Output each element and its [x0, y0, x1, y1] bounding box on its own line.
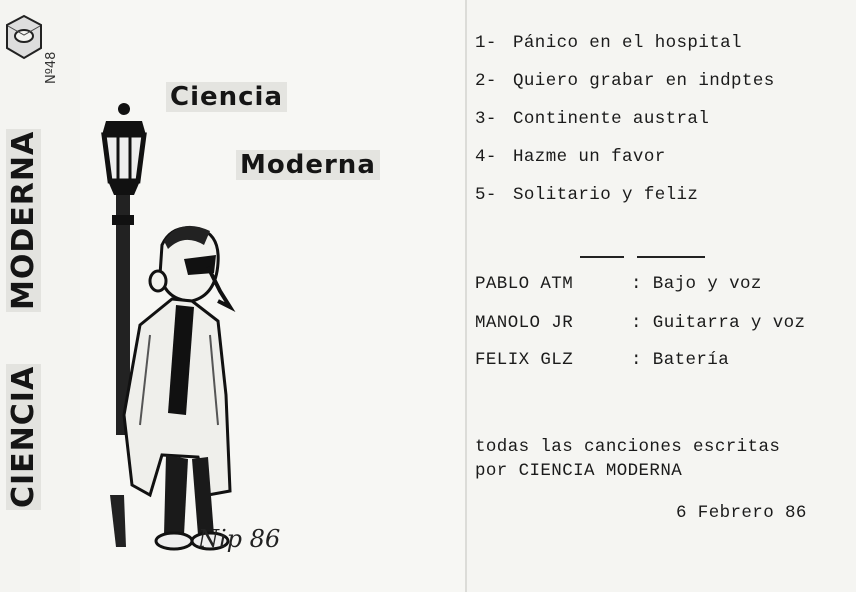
streetlamp-man-illustration — [80, 95, 280, 565]
separator-line-1 — [580, 256, 624, 258]
track-5: 5- Solitario y feliz — [475, 185, 699, 205]
credit-2: MANOLO JR : Guitarra y voz — [475, 313, 806, 333]
separator-line-2 — [637, 256, 705, 258]
cover-title-ciencia: Ciencia — [166, 82, 287, 112]
track-3: 3- Continente austral — [475, 109, 710, 129]
track-4: 4- Hazme un favor — [475, 147, 666, 167]
credit-1: PABLO ATM : Bajo y voz — [475, 274, 762, 294]
credit-3: FELIX GLZ : Batería — [475, 350, 730, 370]
songwriting-note-line-1: todas las canciones escritas — [475, 437, 781, 457]
track-2: 2- Quiero grabar en indptes — [475, 71, 775, 91]
cassette-spine: Nº48 MODERNA CIENCIA — [0, 0, 81, 592]
artist-signature: Nip 86 — [198, 525, 281, 553]
spine-band-word-moderna: MODERNA — [6, 130, 41, 310]
front-cover — [80, 0, 465, 592]
spine-band-word-ciencia: CIENCIA — [6, 365, 41, 508]
track-1: 1- Pánico en el hospital — [475, 33, 742, 53]
cover-title-moderna: Moderna — [236, 150, 380, 180]
release-date: 6 Febrero 86 — [676, 503, 807, 523]
songwriting-note-line-2: por CIENCIA MODERNA — [475, 461, 683, 481]
hex-nut-icon — [4, 14, 44, 60]
